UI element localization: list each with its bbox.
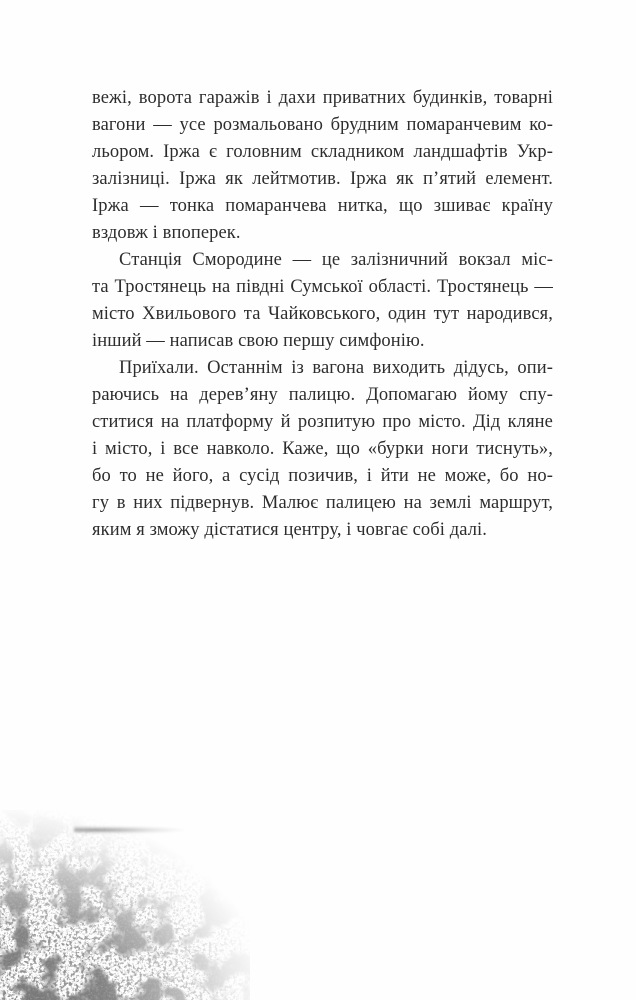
text-line: вагони — усе розмальовано брудним помаранчевим ко-	[92, 115, 553, 135]
text-line: раючись на дерев’яну палицю. Допомагаю йому спу-	[92, 385, 553, 405]
text-line: та Тростянець на півдні Сумської області. Тростянець —	[92, 277, 553, 297]
paragraph	[92, 247, 553, 355]
paragraph	[92, 355, 553, 544]
text-line: бо то не його, а сусід позичив, і йти не може, бо но-	[92, 466, 553, 486]
text-line: Станція Смородине — це залізничний вокзал міс-	[119, 250, 553, 270]
text-line: місто Хвильового та Чайковського, один тут народився,	[92, 304, 553, 324]
text-line: льором. Іржа є головним складником ландшафтів Укр-	[92, 142, 553, 162]
ink-grunge-texture	[0, 810, 250, 1000]
text-line: Іржа — тонка помаранчева нитка, що зшиває країну	[92, 196, 553, 216]
faint-smudge-mark	[74, 826, 186, 834]
text-line: вежі, ворота гаражів і дахи приватних будинків, товарні	[92, 88, 553, 108]
text-line: гу в них підвернув. Малює палицею на землі маршрут,	[92, 493, 553, 513]
text-line: ститися на платформу й розпитую про місто. Дід кляне	[92, 412, 553, 432]
text-line: інший — написав свою першу симфонію.	[92, 331, 425, 351]
text-block	[92, 85, 553, 544]
paragraph	[92, 85, 553, 247]
text-line: і місто, і все навколо. Каже, що «бурки ноги тиснуть»,	[92, 439, 553, 459]
text-line: Приїхали. Останнім із вагона виходить дідусь, опи-	[119, 358, 553, 378]
text-line: вздовж і впоперек.	[92, 223, 241, 243]
text-line: залізниці. Іржа як лейтмотив. Іржа як п’ятий елемент.	[92, 169, 553, 189]
text-line: яким я зможу дістатися центру, і човгає собі далі.	[92, 520, 488, 540]
